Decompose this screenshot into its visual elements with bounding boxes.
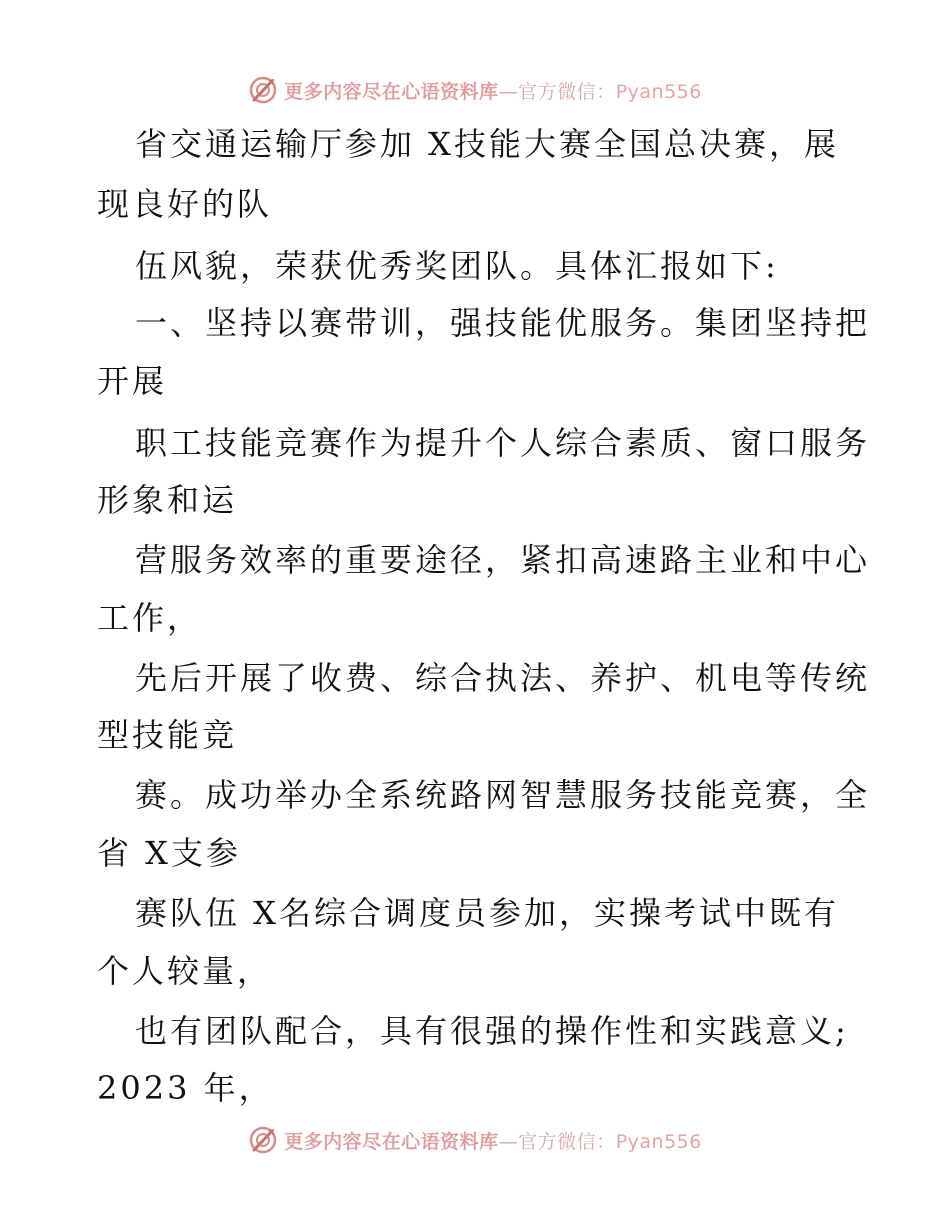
seal-logo-icon: [248, 1125, 278, 1155]
watermark-dash: —: [498, 1130, 519, 1153]
paragraph-line: 开展: [97, 362, 168, 400]
paragraph-line: 形象和运: [97, 481, 238, 519]
paragraph-line: 现良好的队: [97, 185, 273, 223]
paragraph-line: 赛。成功举办全系统路网智慧服务技能竞赛，全: [135, 776, 871, 814]
watermark-dash: —: [498, 80, 519, 103]
watermark-text: [284, 77, 702, 104]
paragraph-line: 先后开展了收费、综合执法、养护、机电等传统: [135, 659, 871, 697]
paragraph-line: 赛队伍 X名综合调度员参加，实操考试中既有: [135, 894, 839, 932]
paragraph-line: 营服务效率的重要途径，紧扣高速路主业和中心: [135, 541, 871, 579]
paragraph-line: 省交通运输厅参加 X技能大赛全国总决赛，展: [135, 125, 839, 163]
watermark-site: 更多内容尽在心语资料库: [284, 1130, 499, 1153]
watermark-site: 更多内容尽在心语资料库: [284, 80, 499, 103]
paragraph-line: 一、坚持以赛带训，强技能优服务。集团坚持把: [135, 304, 871, 342]
paragraph-line: 个人较量，: [97, 952, 273, 990]
watermark-banner-bottom: [0, 1120, 950, 1160]
watermark-wechat-id: Pyan556: [615, 80, 702, 103]
paragraph-line: 省 X支参: [97, 834, 241, 872]
watermark-label: 官方微信：: [518, 80, 616, 103]
seal-logo-icon: [248, 75, 278, 105]
watermark-banner-top: [0, 70, 950, 110]
watermark-wechat-id: Pyan556: [615, 1130, 702, 1153]
paragraph-line: 工作，: [97, 599, 203, 637]
paragraph-line: 职工技能竞赛作为提升个人综合素质、窗口服务: [135, 424, 871, 462]
watermark-label: 官方微信：: [518, 1130, 616, 1153]
watermark-text: [284, 1127, 702, 1154]
paragraph-line: 也有团队配合，具有很强的操作性和实践意义;: [135, 1012, 849, 1050]
paragraph-line: 型技能竞: [97, 716, 238, 754]
paragraph-line: 2023 年，: [97, 1069, 274, 1107]
paragraph-line: 伍风貌，荣获优秀奖团队。具体汇报如下:: [135, 247, 779, 285]
